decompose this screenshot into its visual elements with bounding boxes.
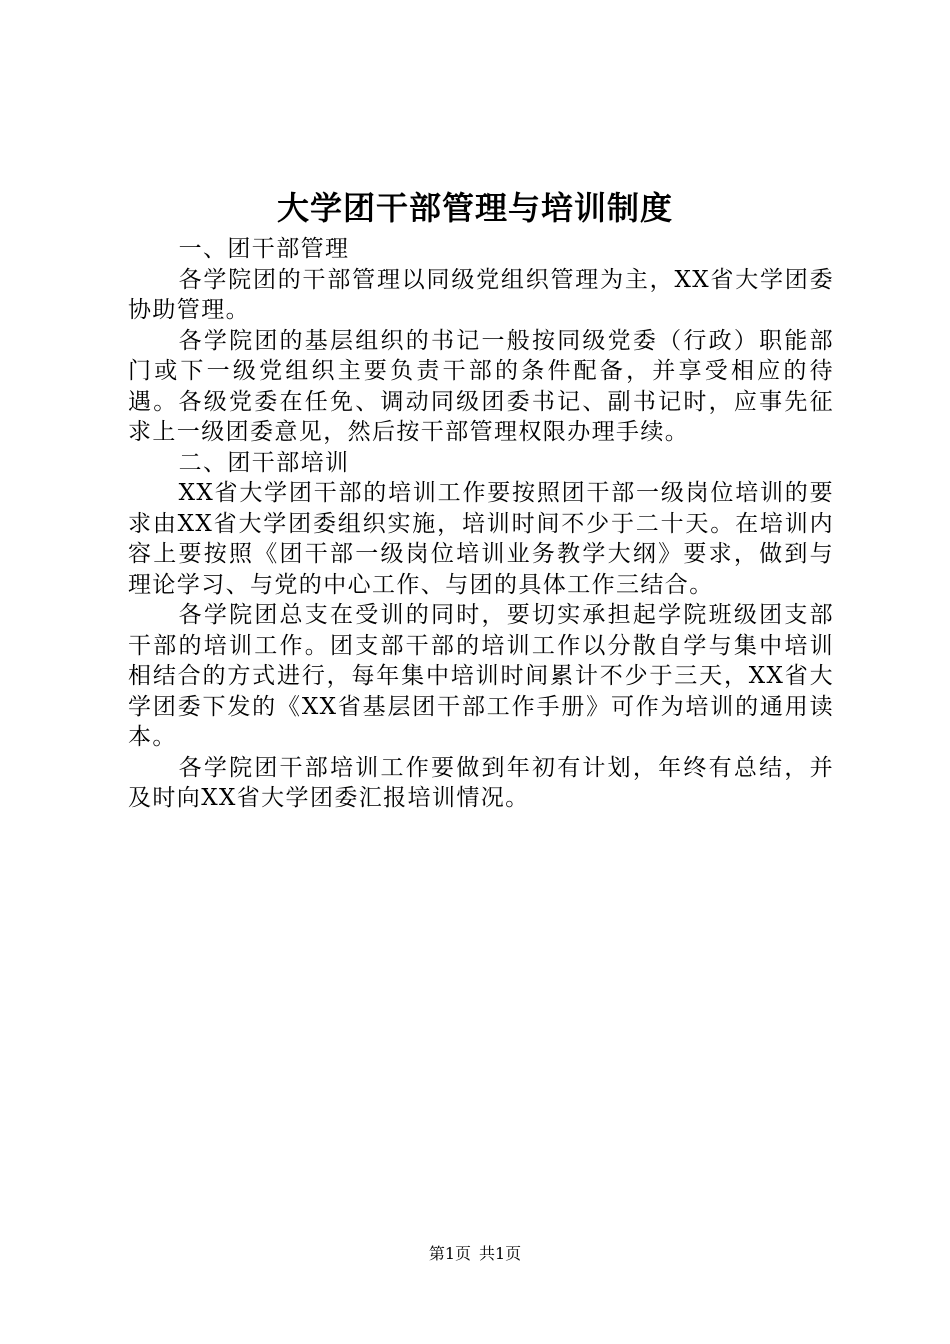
document-title: 大学团干部管理与培训制度: [276, 189, 673, 227]
section-heading-management: 一、团干部管理: [178, 236, 350, 262]
document-body: [128, 234, 834, 814]
page-number: 第1页: [428, 1244, 471, 1263]
page-total: 共1页: [479, 1244, 522, 1263]
paragraph: 各学院团的基层组织的书记一般按同级党委（行政）职能部门或下一级党组织主要负责干部的条件配备，并享受相应的待遇。各级党委在任免、调动同级团委书记、副书记时，应事先征求上一级团委意见，然后按干部管理权限办理手续。: [128, 327, 834, 445]
paragraph: XX省大学团干部的培训工作要按照团干部一级岗位培训的要求由XX省大学团委组织实施，培训时间不少于二十天。在培训内容上要按照《团干部一级岗位培训业务教学大纲》要求，做到与理论学习、与党的中心工作、与团的具体工作三结合。: [128, 480, 834, 598]
paragraph: 各学院团总支在受训的同时，要切实承担起学院班级团支部干部的培训工作。团支部干部的培训工作以分散自学与集中培训相结合的方式进行，每年集中培训时间累计不少于三天，XX省大学团委下发的《XX省基层团干部工作手册》可作为培训的通用读本。: [128, 602, 834, 750]
paragraph: 各学院团干部培训工作要做到年初有计划，年终有总结，并及时向XX省大学团委汇报培训情况。: [128, 754, 834, 811]
page-footer: [0, 1243, 950, 1265]
paragraph: 各学院团的干部管理以同级党组织管理为主，XX省大学团委协助管理。: [128, 266, 834, 323]
section-heading-training: 二、团干部培训: [178, 449, 350, 476]
